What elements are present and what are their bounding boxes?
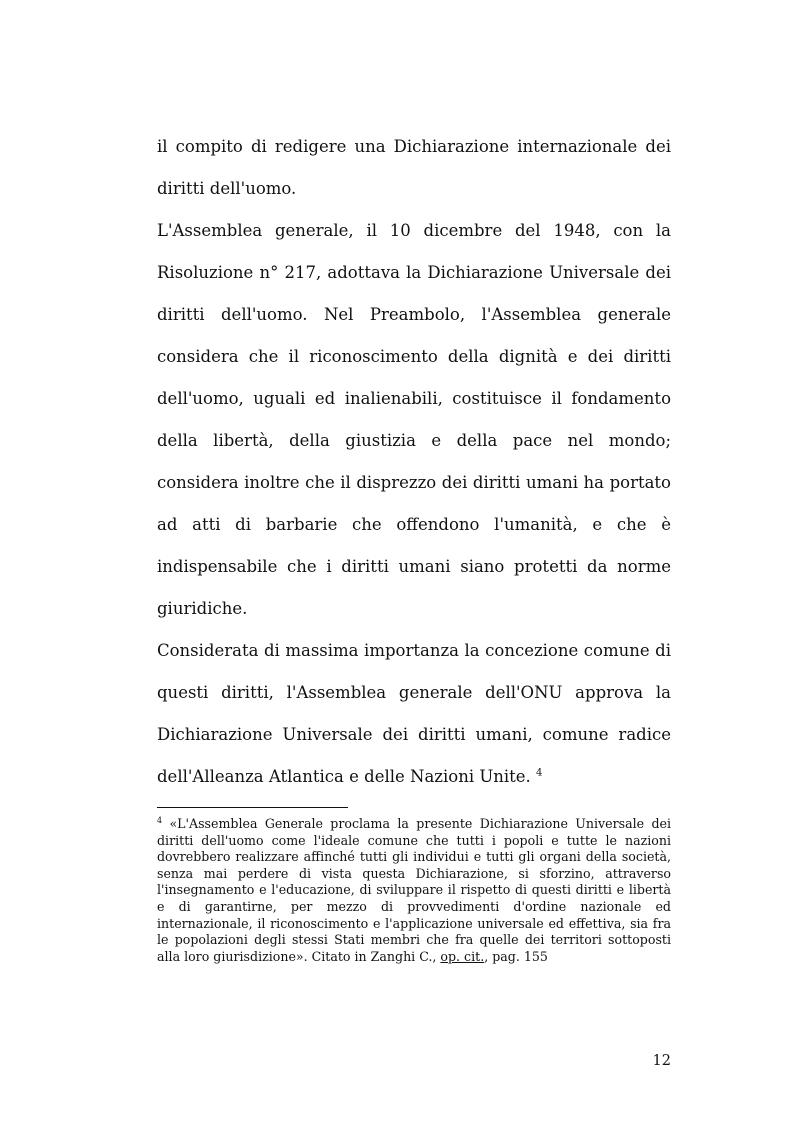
footnote-separator	[157, 807, 348, 808]
footnote-marker: 4	[157, 815, 163, 825]
paragraph-3	[157, 630, 671, 798]
footnote-4	[157, 816, 671, 965]
paragraph-1: il compito di redigere una Dichiarazione internazionale dei diritti dell'uomo.	[157, 137, 671, 198]
footnote-text: «L'Assemblea Generale proclama la presente Dichiarazione Universale dei diritti dell'uomo come l'ideale comune che tutti i popoli e tutte le nazioni dovrebbero realizzare affinché tutti gli individui e tutti gli organi della società, senza mai perdere di vista questa Dichiarazione, si sforzino, attraverso l'insegnamento e l'educazione, di sviluppare il rispetto di questi diritti e libertà e di garantirne, per mezzo di provvedimenti d'ordine nazionale ed internazionale, il riconoscimento e l'applicazione universale ed effettiva, sia fra le popolazioni degli stessi Stati membri che fra quelle dei territori sottoposti alla loro giurisdizione». Citato in Zanghi C.,	[157, 816, 671, 964]
paragraph-3-text: Considerata di massima importanza la concezione comune di questi diritti, l'Assemblea generale dell'ONU approva la Dichiarazione Universale dei diritti umani, comune radice dell'Alleanza Atlantica e delle Nazioni Unite.	[157, 641, 671, 786]
footnote-citation-suffix: , pag. 155	[484, 948, 548, 964]
body-text	[157, 126, 671, 798]
page-number: 12	[652, 1053, 671, 1069]
paragraph-2: L'Assemblea generale, il 10 dicembre del 1948, con la Risoluzione n° 217, adottava la Dichiarazione Universale dei diritti dell'uomo. Nel Preambolo, l'Assemblea generale considera che il riconoscimento della dignità e dei diritti dell'uomo, uguali ed inalienabili, costituisce il fondamento della libertà, della giustizia e della pace nel mondo; considera inoltre che il disprezzo dei diritti umani ha portato ad atti di barbarie che offendono l'umanità, e che è indispensabile che i diritti umani siano protetti da norme giuridiche.	[157, 221, 671, 618]
footnote-citation: op. cit.	[440, 948, 485, 964]
footnote-reference[interactable]: 4	[536, 767, 543, 779]
